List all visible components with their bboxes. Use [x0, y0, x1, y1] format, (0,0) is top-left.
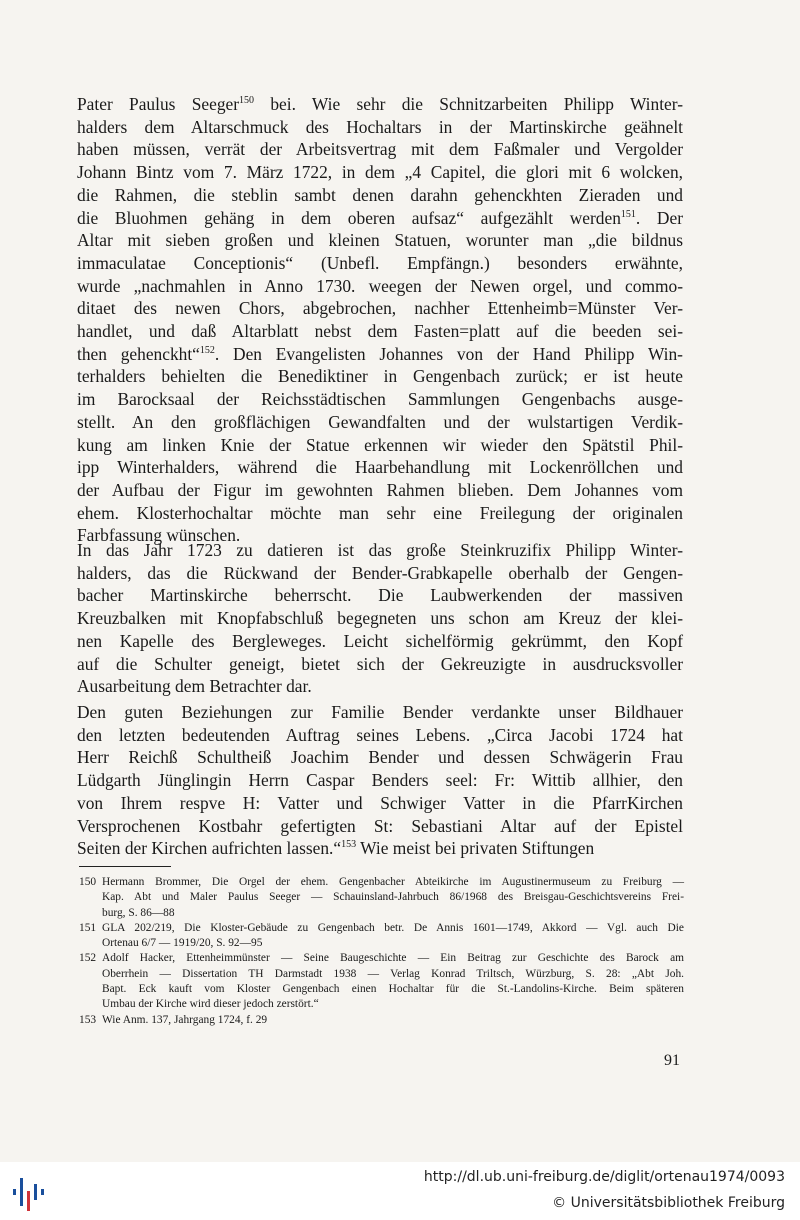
footnote-number: 151 [79, 921, 97, 934]
text-span: then gehenckht“ [77, 343, 200, 364]
text-line [77, 837, 683, 860]
text-line [77, 138, 683, 161]
text-span: ehem. Klosterhochaltar möchte man sehr eine Freilegung der originalen [77, 502, 683, 523]
text-line [77, 297, 683, 320]
footnote-number: 152 [79, 952, 97, 965]
text-line [77, 479, 683, 502]
text-line [77, 93, 683, 116]
text-line [77, 653, 683, 676]
text-span: . Den Evangelisten Johannes von der Hand Philipp Win- [214, 343, 683, 364]
footnote-line: Oberrhein — Dissertation TH Darmstadt 1938 — Verlag Konrad Triltsch, Würzburg, S. 28: „Abt Joh. [102, 967, 684, 980]
text-span: von Ihrem respve H: Vatter und Schwiger Vatter in die PfarrKirchen [77, 792, 683, 813]
text-span: stellt. An den großflächigen Gewandfalten und der wulstartigen Verdik- [77, 411, 683, 432]
paragraph-2 [77, 539, 683, 698]
text-span: In das Jahr 1723 zu datieren ist das große Steinkruzifix Philipp Winter- [77, 540, 683, 560]
footnote [79, 875, 684, 921]
text-span: Pater Paulus Seeger [77, 94, 240, 114]
text-line [77, 343, 683, 366]
text-line [77, 815, 683, 838]
text-line [77, 388, 683, 411]
text-span: den letzten bedeutenden Auftrag seines Lebens. „Circa Jacobi 1724 hat [77, 724, 683, 745]
text-span: Versprochenen Kostbahr gefertigten St: Sebastiani Altar auf der Epistel [77, 815, 683, 836]
footnote-line: Wie Anm. 137, Jahrgang 1724, f. 29 [102, 1013, 268, 1026]
text-line [77, 229, 683, 252]
text-line [77, 675, 683, 698]
footnote-ref[interactable]: 153 [341, 839, 357, 851]
text-line [77, 365, 683, 388]
text-line [77, 630, 683, 653]
text-span: ipp Winterhalders, während die Haarbehandlung mit Lockenröllchen und [77, 457, 683, 478]
text-line [77, 584, 683, 607]
text-line [77, 252, 683, 275]
footnote-ref[interactable]: 152 [199, 344, 215, 356]
text-span: haben müssen, verrät der Arbeitsvertrag mit dem Faßmaler und Vergolder [77, 139, 683, 160]
text-line [77, 275, 683, 298]
text-line [77, 701, 683, 724]
text-span: kung am linken Knie der Statue erkennen wir wieder den Spätstil Phil- [77, 434, 683, 455]
footnote-ref[interactable]: 150 [239, 95, 255, 107]
text-span: der Aufbau der Figur im gewohnten Rahmen blieben. Dem Johannes vom [77, 479, 683, 500]
text-span: wurde „nachmahlen in Anno 1730. weegen der Newen orgel, und commo- [77, 275, 683, 296]
text-span: im Barocksaal der Reichsstädtischen Sammlungen Gengenbachs ausge- [77, 389, 683, 410]
text-span: Ausarbeitung dem Betrachter dar. [77, 676, 312, 697]
text-line [77, 769, 683, 792]
footnotes [79, 875, 684, 1028]
text-line [77, 184, 683, 207]
footnote-separator [79, 866, 171, 867]
text-span: Johann Bintz vom 7. März 1722, in dem „4 Capitel, die glori mit 6 wolcken, [77, 162, 683, 183]
text-span: Farbfassung wünschen. [77, 525, 241, 546]
paragraph-3 [77, 701, 683, 860]
footnote-ref[interactable]: 151 [620, 208, 636, 220]
text-span: Wie meist bei privaten Stiftungen [356, 838, 595, 859]
text-span: immaculatae Conceptionis“ (Unbefl. Empfängn.) besonders erwähnte, [77, 252, 683, 273]
footnote [79, 921, 684, 952]
ub-freiburg-logo-icon [10, 1172, 50, 1212]
text-span: Den guten Beziehungen zur Familie Bender verdankte unser Bildhauer [77, 702, 683, 722]
text-line [77, 161, 683, 184]
footnote-line: GLA 202/219, Die Kloster-Gebäude zu Gengenbach betr. De Annis 1601—1749, Akkord — Vgl. auch Die [102, 921, 684, 934]
text-span: die Bluohmen gehäng in dem oberen aufsaz“ aufgezählt werden [77, 207, 621, 228]
text-span: Kreuzbalken mit Knopfabschluß begegneten uns schon am Kreuz der klei- [77, 608, 683, 629]
footnote-line: Umbau der Kirche wird dieser jedoch zerstört.“ [102, 998, 319, 1011]
text-line [77, 607, 683, 630]
text-span: nen Kapelle des Bergleweges. Leicht sichelförmig gekrümmt, den Kopf [77, 630, 683, 651]
text-line [77, 320, 683, 343]
text-span: halders, das die Rückwand der Bender-Grabkapelle oberhalb der Gengen- [77, 562, 683, 583]
text-span: Lüdgarth Jünglingin Herrn Caspar Benders seel: Fr: Wittib allhier, den [77, 770, 683, 791]
text-line [77, 411, 683, 434]
footer-url-link[interactable]: http://dl.ub.uni-freiburg.de/diglit/ortenau1974/0093 [423, 1169, 785, 1185]
text-line [77, 746, 683, 769]
footnote-line: Kap. Abt und Maler Paulus Seeger — Schauinsland-Jahrbuch 86/1968 des Breisgau-Geschichtsvereins Frei- [102, 891, 684, 904]
text-line [77, 562, 683, 585]
footer-copyright: © Universitätsbibliothek Freiburg [552, 1195, 785, 1211]
text-span: bei. Wie sehr die Schnitzarbeiten Philipp Winter- [254, 94, 683, 114]
text-line [77, 792, 683, 815]
text-line [77, 434, 683, 457]
footnote [79, 1013, 684, 1028]
text-line [77, 539, 683, 562]
text-span: bacher Martinskirche beherrscht. Die Laubwerkenden der massiven [77, 585, 683, 606]
text-span: ditaet des newen Chors, abgebrochen, nachher Ettenheimb=Münster Ver- [77, 298, 683, 319]
footnote-number: 150 [79, 876, 97, 888]
text-line [77, 724, 683, 747]
page-number: 91 [664, 1052, 680, 1069]
footnote-number: 153 [79, 1013, 97, 1026]
footnote-line: burg, S. 86—88 [102, 906, 175, 919]
text-span: Seiten der Kirchen aufrichten lassen.“ [77, 838, 342, 859]
text-line [77, 116, 683, 139]
footnote-line: Hermann Brommer, Die Orgel der ehem. Gengenbacher Abteikirche im Augustinermuseum zu Freiburg — [102, 876, 684, 888]
text-span: . Der [635, 207, 684, 228]
text-span: die Rahmen, die steblin sambt denen darahn gehenckhten Zieraden und [77, 184, 683, 205]
text-span: Herr Reichß Schultheiß Joachim Bender und dessen Schwägerin Frau [77, 747, 683, 768]
text-line [77, 502, 683, 525]
text-span: terhalders behielten die Benediktiner in Gengenbach zurück; er ist heute [77, 366, 683, 387]
footnote-line: Bapt. Eck kauft vom Kloster Gengenbach einen Hochaltar für die St.-Landolins-Kirche. Beim späteren [102, 983, 684, 996]
text-line [77, 207, 683, 230]
footnote [79, 951, 684, 1012]
footnote-line: Adolf Hacker, Ettenheimmünster — Seine Baugeschichte — Ein Beitrag zur Geschichte des Barock am [102, 952, 684, 965]
text-span: Altar mit sieben großen und kleinen Statuen, worunter man „die bildnus [77, 230, 683, 251]
text-line [77, 456, 683, 479]
text-span: handlet, und daß Altarblatt nebst dem Fasten=platt auf die beeden sei- [77, 321, 683, 342]
text-span: auf die Schulter geneigt, bietet sich der Gekreuzigte in ausdrucksvoller [77, 653, 683, 674]
footnote-line: Ortenau 6/7 — 1919/20, S. 92—95 [102, 937, 263, 950]
paragraph-1 [77, 93, 683, 547]
text-span: halders dem Altarschmuck des Hochaltars in der Martinskirche geähnelt [77, 116, 683, 137]
